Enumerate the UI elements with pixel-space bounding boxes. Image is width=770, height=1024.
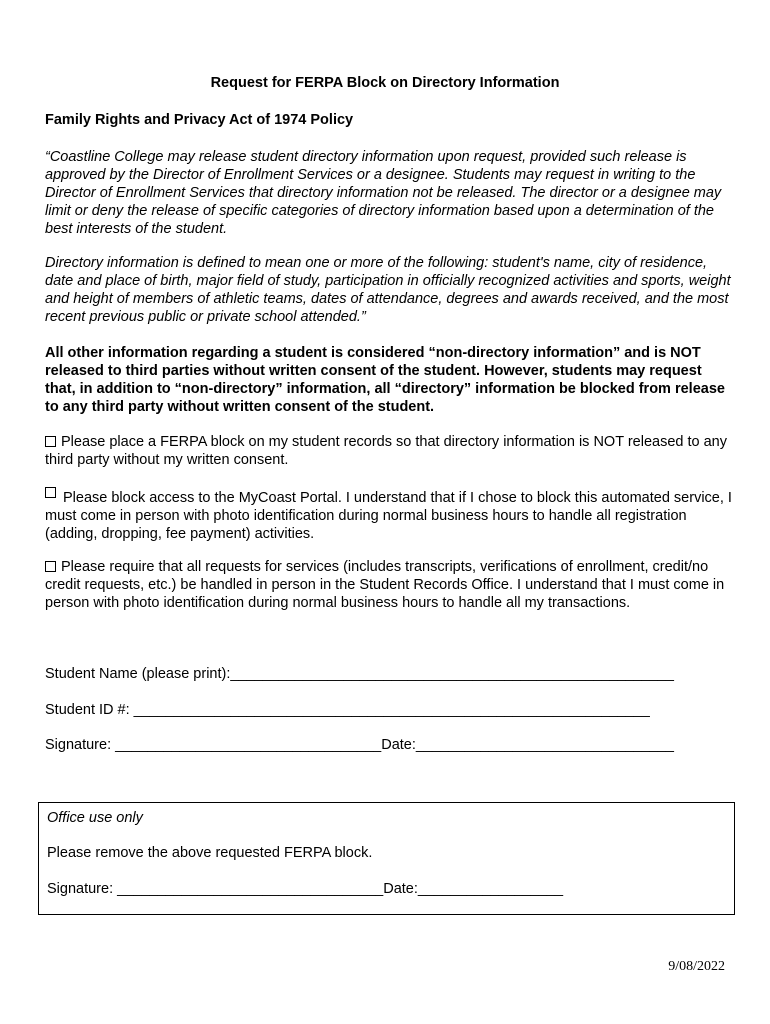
office-use-label: Office use only: [47, 810, 143, 826]
revision-date: 9/08/2022: [668, 959, 725, 974]
portal-block-checkbox[interactable]: [45, 487, 56, 498]
office-use-box: [38, 802, 735, 915]
office-signature-date-field[interactable]: Signature: _________________________________Date:__________________: [47, 881, 564, 897]
option-portal-block: [45, 487, 735, 543]
student-id-field[interactable]: Student ID #: ________________________________________________________________: [45, 702, 650, 718]
option-in-person-services-label: Please require that all requests for services (includes transcripts, verifications of enrollment, credit/no credit requests, etc.) be handled in person in the Student Records Office. I understand that I must come in person with photo identification during normal business hours to handle all my transactions.: [45, 559, 725, 611]
signature-date-field[interactable]: Signature: _________________________________Date:________________________________: [45, 737, 674, 753]
student-name-field[interactable]: Student Name (please print):_______________________________________________________: [45, 666, 674, 682]
non-directory-notice: All other information regarding a student is considered “non-directory information” and is NOT released to third parties without written consent of the student. However, students may request that, in addition to “non-directory” information, all “directory” information be blocked from release to any third party without written consent of the student.: [45, 345, 725, 415]
office-remove-block-text: Please remove the above requested FERPA block.: [47, 845, 373, 861]
option-ferpa-block-label: Please place a FERPA block on my student records so that directory information is NOT released to any third party without my written consent.: [45, 434, 727, 468]
policy-quote-paragraph-2: Directory information is defined to mean one or more of the following: student's name, city of residence, date and place of birth, major field of study, participation in officially recognized activities and sports, weight and height of members of athletic teams, dates of attendance, degrees and awards received, and the most recent previous public or private school attended.”: [45, 255, 731, 325]
policy-quote-paragraph-1: “Coastline College may release student directory information upon request, provided such release is approved by the Director of Enrollment Services or a designee. Students may request in writing to the Director of Enrollment Services that directory information not be released. The director or a designee may limit or deny the release of specific categories of directory information based upon a determination of the best interests of the student.: [45, 149, 722, 237]
ferpa-block-checkbox[interactable]: [45, 436, 56, 447]
option-portal-block-label: Please block access to the MyCoast Portal. I understand that if I chose to block this automated service, I must come in person with photo identification during normal business hours to handle all registration (adding, dropping, fee payment) activities.: [45, 490, 732, 542]
policy-subheading: Family Rights and Privacy Act of 1974 Policy: [45, 112, 354, 128]
option-ferpa-block: [45, 433, 735, 469]
document-title: Request for FERPA Block on Directory Information: [210, 75, 560, 91]
option-in-person-services: [45, 558, 735, 612]
in-person-services-checkbox[interactable]: [45, 561, 56, 572]
